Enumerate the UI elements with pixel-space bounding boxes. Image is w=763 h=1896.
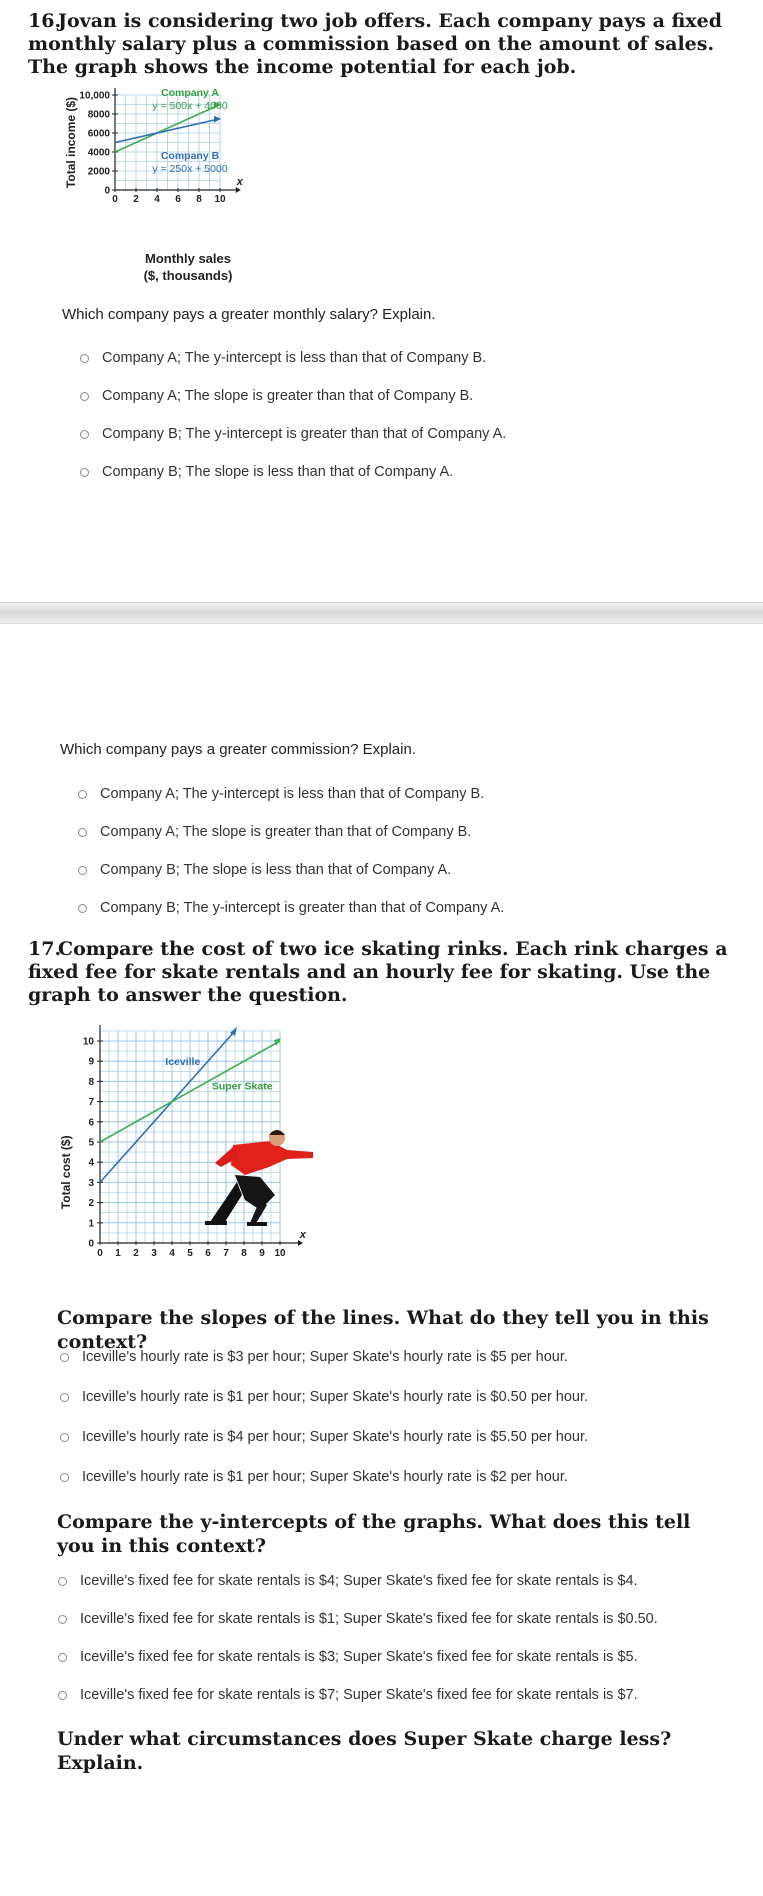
x-tick-label: 9	[259, 1248, 265, 1259]
y-tick-label: 3	[88, 1177, 94, 1189]
x-tick-label: 8	[241, 1248, 247, 1259]
q17-title	[28, 938, 738, 1007]
q17-part1-option-1[interactable]	[60, 1349, 568, 1365]
option-label: Iceville's hourly rate is $3 per hour; Super Skate's hourly rate is $5 per hour.	[82, 1349, 568, 1365]
x-tick-label: 10	[214, 194, 226, 205]
option-label: Iceville's hourly rate is $1 per hour; Super Skate's hourly rate is $2 per hour.	[82, 1469, 568, 1485]
q16-part1-option-2[interactable]	[80, 388, 473, 404]
company-a-equation: y = 500x + 4000	[152, 100, 228, 112]
x-tick-label: 1	[115, 1248, 121, 1259]
q17-part1-option-3[interactable]	[60, 1429, 588, 1445]
q17-part1-option-2[interactable]	[60, 1389, 588, 1405]
q16-part1-option-3[interactable]	[80, 426, 506, 442]
q16-part2-option-2[interactable]	[78, 824, 471, 840]
q16-part1-option-4[interactable]	[80, 464, 453, 480]
q17-part2-option-4[interactable]	[58, 1687, 638, 1703]
y-tick-label: 0	[104, 185, 110, 197]
option-label: Iceville's fixed fee for skate rentals is $4; Super Skate's fixed fee for skate rentals is $4.	[80, 1573, 638, 1589]
q16-part2-prompt: Which company pays a greater commission? Explain.	[60, 741, 416, 758]
x-axis-label-line1: Monthly sales	[145, 251, 231, 266]
section-divider	[0, 602, 763, 624]
radio-button[interactable]	[78, 866, 87, 875]
option-label: Company B; The y-intercept is greater than that of Company A.	[102, 426, 507, 442]
x-tick-label: 0	[112, 194, 118, 205]
radio-button[interactable]	[60, 1393, 69, 1402]
x-tick-label: 10	[274, 1248, 286, 1259]
q17-part2-option-3[interactable]	[58, 1649, 638, 1665]
series-line-iceville	[100, 1031, 235, 1183]
radio-button[interactable]	[78, 790, 87, 799]
x-tick-label: 0	[97, 1248, 103, 1259]
x-tick-label: 6	[205, 1248, 211, 1259]
y-tick-label: 4	[88, 1157, 94, 1169]
y-tick-label: 5	[88, 1137, 94, 1149]
y-tick-label: 10,000	[79, 90, 110, 102]
option-label: Iceville's fixed fee for skate rentals is $3; Super Skate's fixed fee for skate rentals is $5.	[80, 1649, 638, 1665]
y-tick-label: 1	[88, 1218, 94, 1230]
radio-button[interactable]	[58, 1577, 67, 1586]
option-label: Iceville's fixed fee for skate rentals is $7; Super Skate's fixed fee for skate rentals is $7.	[80, 1687, 638, 1703]
x-tick-label: 5	[187, 1248, 193, 1259]
option-label: Iceville's hourly rate is $1 per hour; Super Skate's hourly rate is $0.50 per hour.	[82, 1389, 589, 1405]
q17-chart	[55, 1025, 345, 1285]
x-axis-name: x	[236, 176, 243, 188]
company-a-label: Company A	[161, 88, 219, 99]
radio-button[interactable]	[78, 828, 87, 837]
radio-button[interactable]	[58, 1691, 67, 1700]
option-label: Company A; The slope is greater than that of Company B.	[102, 388, 474, 404]
radio-button[interactable]	[80, 430, 89, 439]
option-label: Company B; The y-intercept is greater than that of Company A.	[100, 900, 505, 916]
q17-part2-option-1[interactable]	[58, 1573, 638, 1589]
radio-button[interactable]	[78, 904, 87, 913]
option-label: Company A; The y-intercept is less than that of Company B.	[100, 786, 485, 802]
y-axis-label: Total income ($)	[64, 96, 78, 189]
y-tick-label: 6	[88, 1117, 94, 1129]
y-tick-label: 6000	[87, 128, 110, 140]
q16-part2-option-4[interactable]	[78, 900, 504, 916]
option-label: Company B; The slope is less than that of Company A.	[100, 862, 452, 878]
radio-button[interactable]	[60, 1353, 69, 1362]
q17-number: 17.	[28, 938, 62, 960]
y-tick-label: 4000	[87, 147, 110, 159]
q16-chart	[60, 88, 320, 288]
option-label: Company A; The y-intercept is less than that of Company B.	[102, 350, 487, 366]
y-tick-label: 2000	[87, 166, 110, 178]
radio-button[interactable]	[58, 1615, 67, 1624]
q16-title	[28, 10, 738, 79]
q16-part2-option-1[interactable]	[78, 786, 484, 802]
option-label: Company A; The slope is greater than that of Company B.	[100, 824, 472, 840]
y-axis-label: Total cost ($)	[59, 1135, 73, 1210]
radio-button[interactable]	[60, 1433, 69, 1442]
q17-part2-option-2[interactable]	[58, 1611, 658, 1627]
radio-button[interactable]	[60, 1473, 69, 1482]
y-tick-label: 10	[82, 1036, 94, 1048]
option-label: Company B; The slope is less than that of Company A.	[102, 464, 454, 480]
company-b-label: Company B	[160, 150, 220, 162]
radio-button[interactable]	[58, 1653, 67, 1662]
option-label: Iceville's hourly rate is $4 per hour; Super Skate's hourly rate is $5.50 per hour.	[82, 1429, 589, 1445]
q16-part2-option-3[interactable]	[78, 862, 451, 878]
company-b-equation: y = 250x + 5000	[152, 163, 228, 175]
q16-number: 16.	[28, 10, 62, 32]
x-tick-label: 2	[133, 1248, 139, 1259]
x-tick-label: 2	[133, 194, 139, 205]
radio-button[interactable]	[80, 468, 89, 477]
radio-button[interactable]	[80, 392, 89, 401]
q17-text: Compare the cost of two ice skating rinks. Each rink charges a fixed fee for skate rentals and an hourly fee for skating. Use the graph to answer the question.	[28, 938, 728, 1006]
q17-part3-prompt: Under what circumstances does Super Skate charge less? Explain.	[57, 1728, 672, 1774]
y-tick-label: 8	[88, 1076, 94, 1088]
super-skate-label: Super Skate	[211, 1080, 273, 1093]
y-tick-label: 9	[88, 1056, 94, 1068]
skater-figure	[205, 1130, 313, 1226]
x-tick-label: 4	[169, 1248, 175, 1259]
y-tick-label: 7	[88, 1097, 94, 1109]
q16-part1-option-1[interactable]	[80, 350, 486, 366]
x-tick-label: 4	[154, 194, 160, 205]
q17-part1-prompt: Compare the slopes of the lines. What do they tell you in this context?	[57, 1307, 709, 1353]
q17-part2-prompt: Compare the y-intercepts of the graphs. What does this tell you in this context?	[57, 1511, 691, 1557]
y-tick-label: 8000	[87, 109, 110, 121]
y-tick-label: 0	[88, 1238, 94, 1250]
radio-button[interactable]	[80, 354, 89, 363]
x-tick-label: 8	[196, 194, 202, 205]
option-label: Iceville's fixed fee for skate rentals is $1; Super Skate's fixed fee for skate rentals is $0.50.	[80, 1611, 658, 1627]
y-tick-label: 2	[88, 1198, 94, 1210]
x-tick-label: 6	[175, 194, 181, 205]
x-tick-label: 7	[223, 1248, 229, 1259]
x-axis-name: x	[299, 1229, 306, 1241]
q16-text: Jovan is considering two job offers. Each company pays a fixed monthly salary plus a commission based on the amount of sales. The graph shows the income potential for each job.	[28, 10, 723, 78]
iceville-label: Iceville	[165, 1056, 201, 1069]
x-tick-label: 3	[151, 1248, 157, 1259]
q17-part1-option-4[interactable]	[60, 1469, 568, 1485]
q16-part1-prompt: Which company pays a greater monthly salary? Explain.	[62, 306, 436, 323]
x-axis-label-line2: ($, thousands)	[143, 268, 233, 283]
